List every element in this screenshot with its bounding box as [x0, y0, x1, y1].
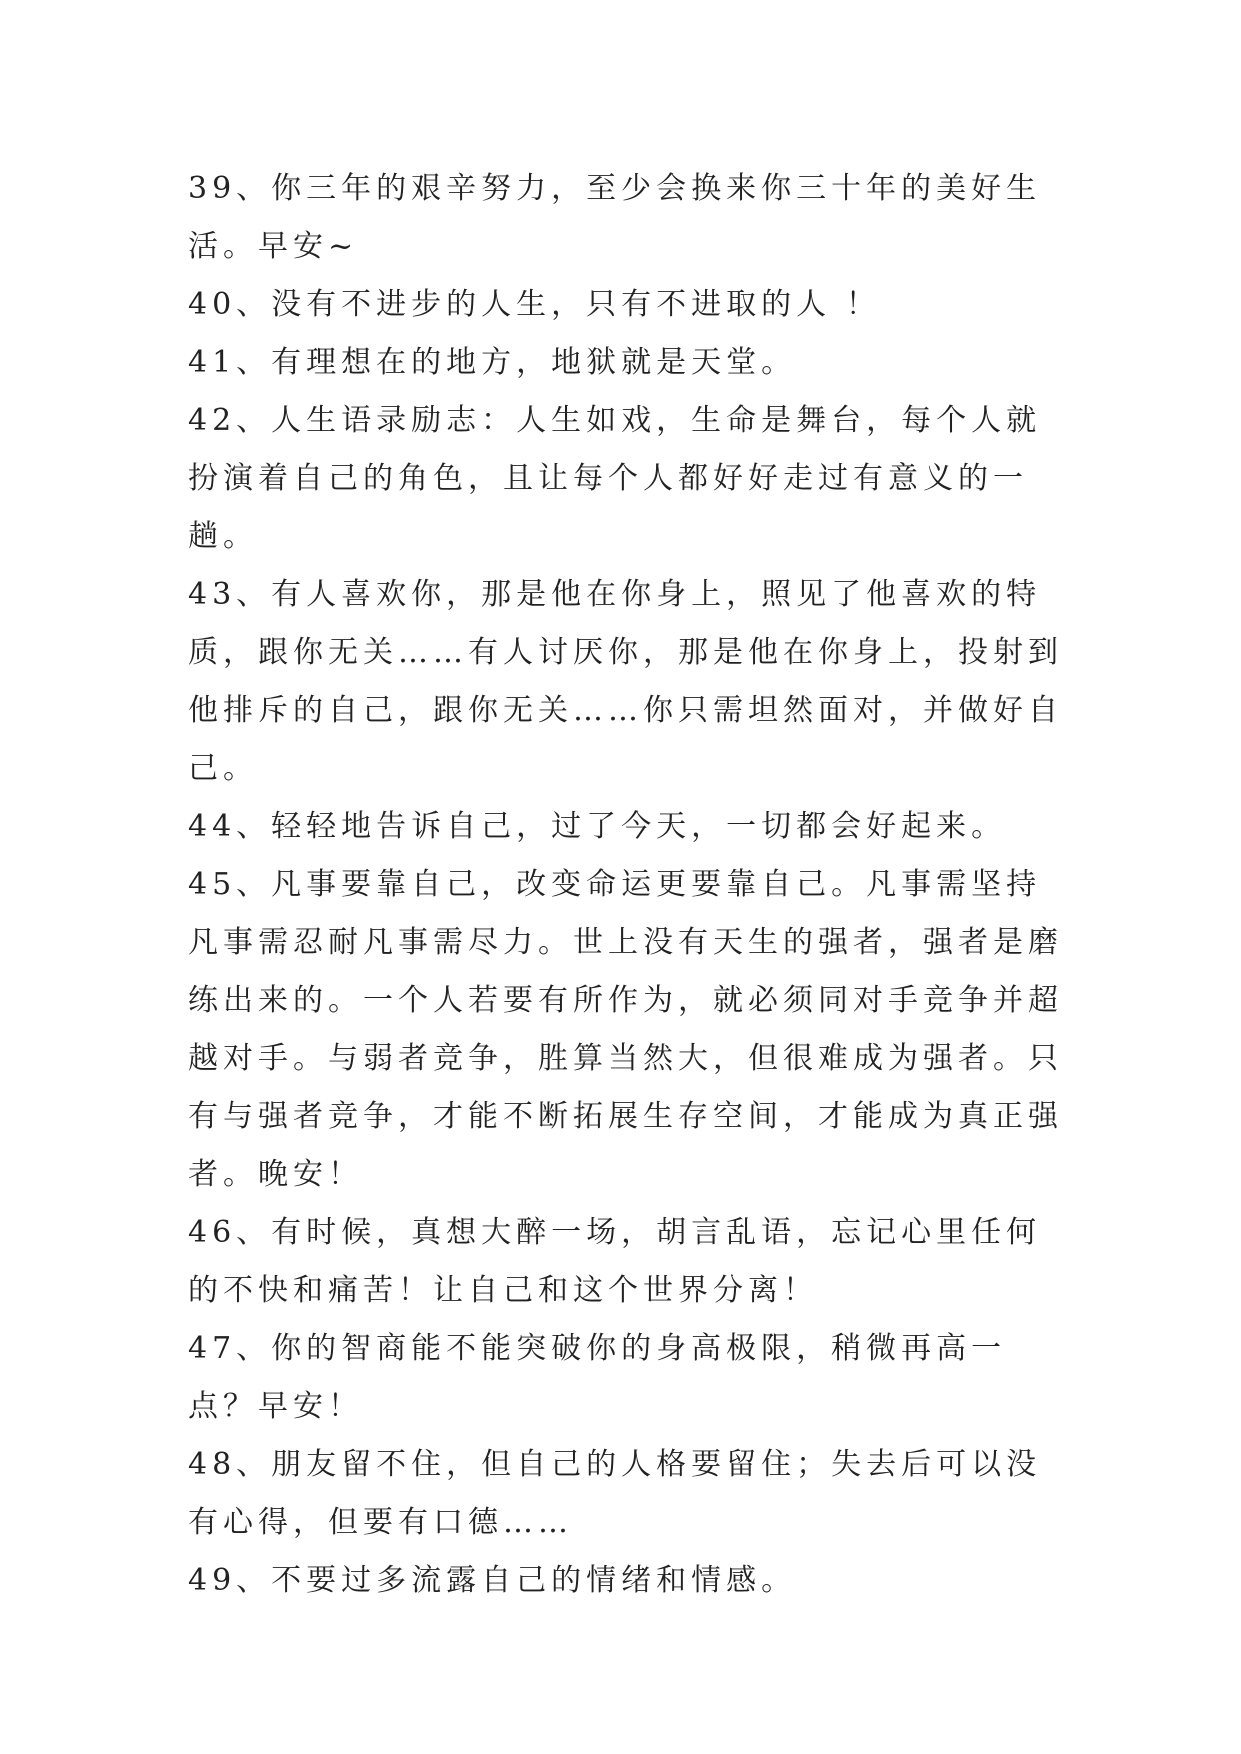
quote-list: [188, 160, 1068, 1610]
quote-item-48: 48、朋友留不住，但自己的人格要留住；失去后可以没有心得，但要有口德……: [188, 1447, 1042, 1540]
quote-item-46: 46、有时候，真想大醉一场，胡言乱语，忘记心里任何的不快和痛苦！让自己和这个世界分离！: [188, 1215, 1042, 1308]
quote-item-43: 43、有人喜欢你，那是他在你身上，照见了他喜欢的特质，跟你无关……有人讨厌你，那是他在你身上，投射到他排斥的自己，跟你无关……你只需坦然面对，并做好自己。: [188, 577, 1063, 786]
quote-item-45: 45、凡事要靠自己，改变命运更要靠自己。凡事需坚持凡事需忍耐凡事需尽力。世上没有天生的强者，强者是磨练出来的。一个人若要有所作为，就必须同对手竞争并超越对手。与弱者竞争，胜算当然大，但很难成为强者。只有与强者竞争，才能不断拓展生存空间，才能成为真正强者。晚安！: [188, 867, 1063, 1192]
quote-item-49: 49、不要过多流露自己的情绪和情感。: [188, 1563, 797, 1598]
quote-item-40: 40、没有不进步的人生，只有不进取的人 ！: [188, 287, 881, 322]
quote-item-47: 47、你的智商能不能突破你的身高极限，稍微再高一点？早安！: [188, 1331, 1007, 1424]
quote-item-39: 39、你三年的艰辛努力，至少会换来你三十年的美好生活。早安~: [188, 171, 1042, 264]
quote-item-44: 44、轻轻地告诉自己，过了今天，一切都会好起来。: [188, 809, 1007, 844]
quote-item-41: 41、有理想在的地方，地狱就是天堂。: [188, 345, 797, 380]
quote-item-42: 42、人生语录励志：人生如戏，生命是舞台，每个人就扮演着自己的角色，且让每个人都好好走过有意义的一趟。: [188, 403, 1042, 554]
